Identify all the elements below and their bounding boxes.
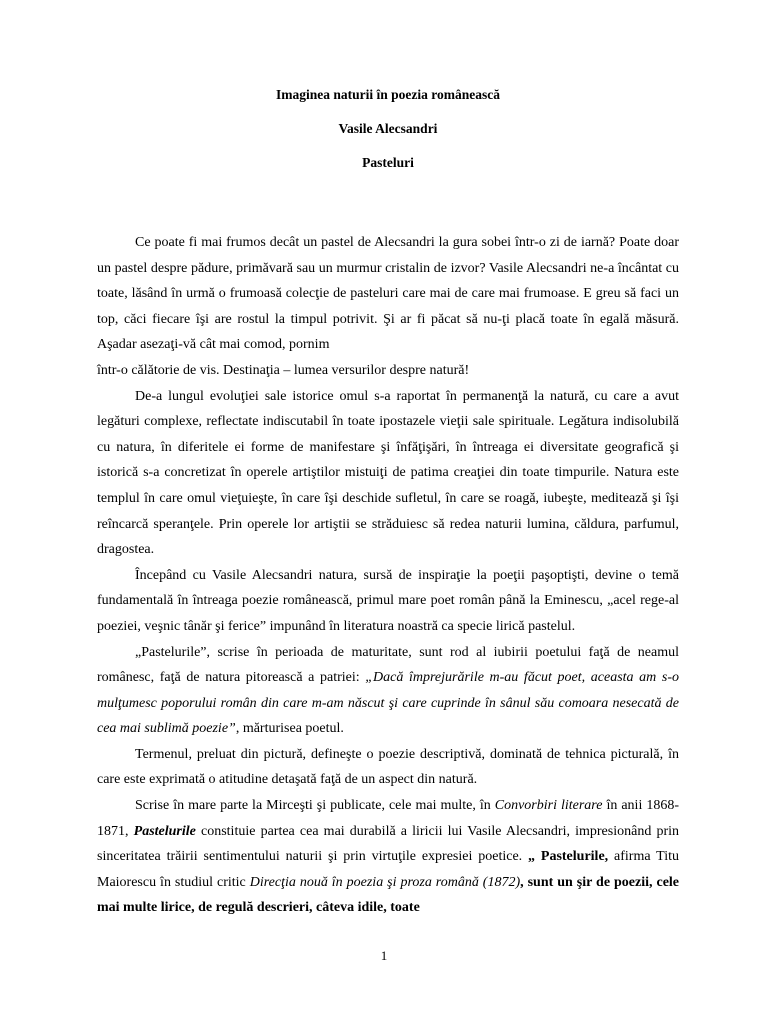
document-body	[97, 230, 679, 921]
paragraph-text: Ce poate fi mai frumos decât un pastel de Alecsandri la gura sobei într-o zi de iarnă? Poate doar un pastel despre pădure, primăvară sau un murmur cristalin de izvor? Vasile Alecsandri ne-a încântat cu toate, lăsând în urmă o frumoasă colecţie de pasteluri care mai de care mai frumoase. E greu să faci un top, căci fiecare îşi are rostul la timpul potrivit. Şi ar fi păcat să nu-ţi placă toate în egală măsură. Aşadar asezaţi-vă cât mai comod, pornim	[97, 235, 679, 353]
paragraph-text: într-o călătorie de vis. Destinaţia – lumea versurilor despre natură!	[97, 362, 470, 378]
paragraph-text: Convorbiri literare	[494, 798, 603, 814]
paragraph	[97, 742, 679, 793]
document-subtitle: Pasteluri	[362, 155, 414, 170]
paragraph-text: Scrise în mare parte la Mirceşti şi publicate, cele mai multe, în	[135, 798, 495, 814]
document-author: Vasile Alecsandri	[338, 121, 438, 136]
paragraph	[97, 230, 679, 384]
paragraph-text: „Dacă împrejurările m-au făcut poet, aceasta am s-o mulţumesc poporului român din care m-am născut şi care cuprinde în sânul său comoara nesecată de cea mai sublimă poezie”	[97, 670, 679, 737]
paragraph-text: , sunt un şir de poezii, cele mai multe lirice, de regulă descrieri, câteva idile, toate	[97, 874, 680, 916]
paragraph-text: Pastelurile	[133, 823, 196, 839]
paragraph	[97, 793, 679, 921]
paragraph-text: Termenul, preluat din pictură, defineşte o poezie descriptivă, dominată de tehnica picturală, în care este exprimată o atitudine detaşată faţă de un aspect din natură.	[97, 746, 679, 788]
paragraph-text: afirma Titu Maiorescu în studiul critic	[97, 849, 679, 890]
paragraph	[97, 640, 679, 742]
paragraph-text: , mărturisea poetul.	[235, 721, 344, 737]
paragraph-text: în anii 1868-1871,	[97, 798, 679, 839]
paragraph-text: „ Pastelurile,	[528, 849, 609, 865]
paragraph-text: „Pastelurile”, scrise în perioada de maturitate, sunt rod al iubirii poetului faţă de neamul românesc, faţă de natura pitorească a patriei:	[97, 644, 679, 686]
paragraph-text: Începând cu Vasile Alecsandri natura, sursă de inspiraţie la poeţii paşoptişti, devine o temă fundamentală în întreaga poezie românească, primul mare poet român până la Eminescu, „acel rege-al poeziei, veşnic tânăr şi ferice” impunând în literatura noastră ca specie lirică pastelul.	[97, 567, 679, 634]
page-number: 1	[380, 948, 388, 963]
paragraph	[97, 563, 679, 640]
paragraph-text: De-a lungul evoluţiei sale istorice omul s-a raportat în permanenţă la natură, cu care a avut legături complexe, reflectate indiscutabil în toate ipostazele vieţii sale spirituale. Legătura indisolubilă cu natura, în diferitele ei forme de manifestare şi înfăţişări, în întreaga ei diversitate geografică şi istorică s-a concretizat în operele artiştilor mistuiţi de patima creaţiei din toate timpurile. Natura este templul în care omul vieţuieşte, în care îşi deschide sufletul, în care se roagă, iubeşte, meditează şi îşi reîncarcă speranţele. Prin operele lor artiştii se străduiesc să redea naturii lumina, căldura, parfumul, dragostea.	[97, 388, 679, 558]
document-title: Imaginea naturii în poezia românească	[276, 87, 500, 102]
paragraph-text: Direcţia nouă în poezia şi proza română (1872)	[249, 874, 521, 890]
paragraph	[97, 384, 679, 563]
paragraph-text: constituie partea cea mai durabilă a liricii lui Vasile Alecsandri, impresionând prin sinceritatea trăirii sentimentului naturii şi prin virtuţile expresiei poetice.	[97, 823, 679, 865]
